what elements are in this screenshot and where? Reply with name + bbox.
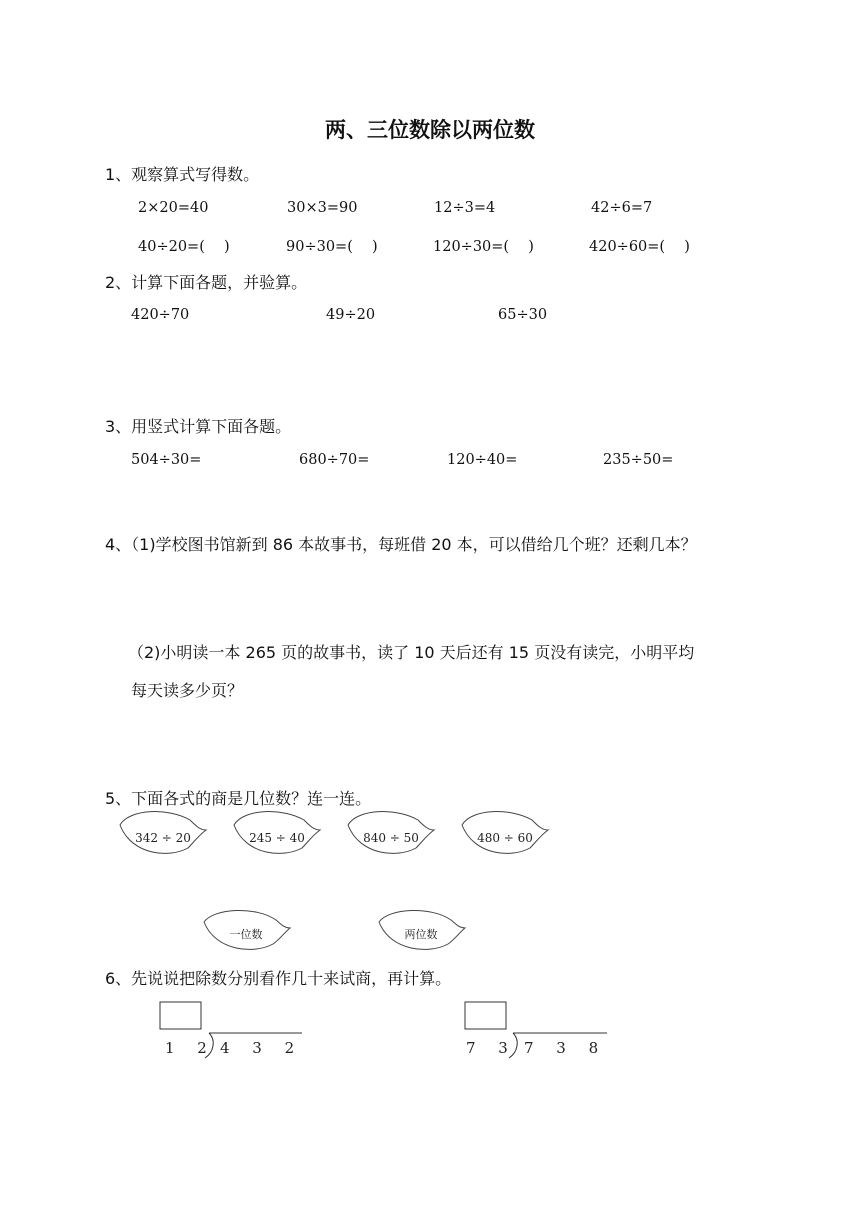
leaf-label: 245 ÷ 40	[249, 831, 305, 845]
quotient-box[interactable]	[160, 1002, 201, 1029]
leaf-one-digit[interactable]	[204, 910, 290, 949]
divisor: 1 2	[165, 1039, 216, 1057]
dividend: 4 3 2	[220, 1039, 304, 1057]
leaf-label: 342 ÷ 20	[135, 831, 191, 845]
q1-blank-expr: 420÷60=( )	[589, 239, 690, 255]
q2-expr: 65÷30	[498, 307, 548, 323]
leaf-label: 480 ÷ 60	[477, 831, 533, 845]
leaf-two-digit[interactable]	[379, 910, 465, 949]
q1-heading: 1、观察算式写得数。	[105, 165, 260, 184]
q3-expr: 120÷40=	[447, 452, 518, 468]
q1-expr: 30×3=90	[287, 200, 358, 216]
q1-blank-expr: 90÷30=( )	[286, 239, 378, 255]
q2-heading: 2、计算下面各题，并验算。	[105, 273, 308, 292]
q4-part1: 4、（1)学校图书馆新到 86 本故事书，每班借 20 本，可以借给几个班？还剩几本？	[105, 535, 697, 554]
leaf-245-40[interactable]	[234, 812, 320, 854]
q6-heading: 6、先说说把除数分别看作几十来试商，再计算。	[105, 969, 452, 988]
q1-blank-expr: 120÷30=( )	[433, 239, 534, 255]
leaf-label: 两位数	[404, 928, 438, 941]
q1-expr: 2×20=40	[138, 200, 209, 216]
q4-part2-line2: 每天读多少页？	[131, 681, 244, 700]
q1-expr: 12÷3=4	[434, 200, 496, 216]
q2-expr: 420÷70	[131, 307, 190, 323]
divisor: 7 3	[466, 1039, 517, 1057]
leaf-342-20[interactable]	[120, 812, 206, 854]
q3-expr: 235÷50=	[603, 452, 674, 468]
leaf-840-50[interactable]	[348, 812, 434, 854]
quotient-box[interactable]	[465, 1002, 506, 1029]
q1-expr: 42÷6=7	[591, 200, 653, 216]
q5-heading: 5、下面各式的商是几位数？连一连。	[105, 789, 372, 808]
long-division-2	[465, 1002, 607, 1058]
q4-part2-line1: （2)小明读一本 265 页的故事书，读了 10 天后还有 15 页没有读完，小明平均	[128, 643, 695, 662]
leaf-label: 一位数	[229, 928, 263, 941]
q3-expr: 680÷70=	[299, 452, 370, 468]
leaf-label: 840 ÷ 50	[363, 831, 419, 845]
page-title: 两、三位数除以两位数	[325, 118, 535, 142]
leaf-480-60[interactable]	[462, 812, 548, 854]
q1-blank-expr: 40÷20=( )	[138, 239, 230, 255]
dividend: 7 3 8	[524, 1039, 608, 1057]
q3-expr: 504÷30=	[131, 452, 202, 468]
q3-heading: 3、用竖式计算下面各题。	[105, 417, 292, 436]
q2-expr: 49÷20	[326, 307, 376, 323]
long-division-1	[160, 1002, 303, 1058]
